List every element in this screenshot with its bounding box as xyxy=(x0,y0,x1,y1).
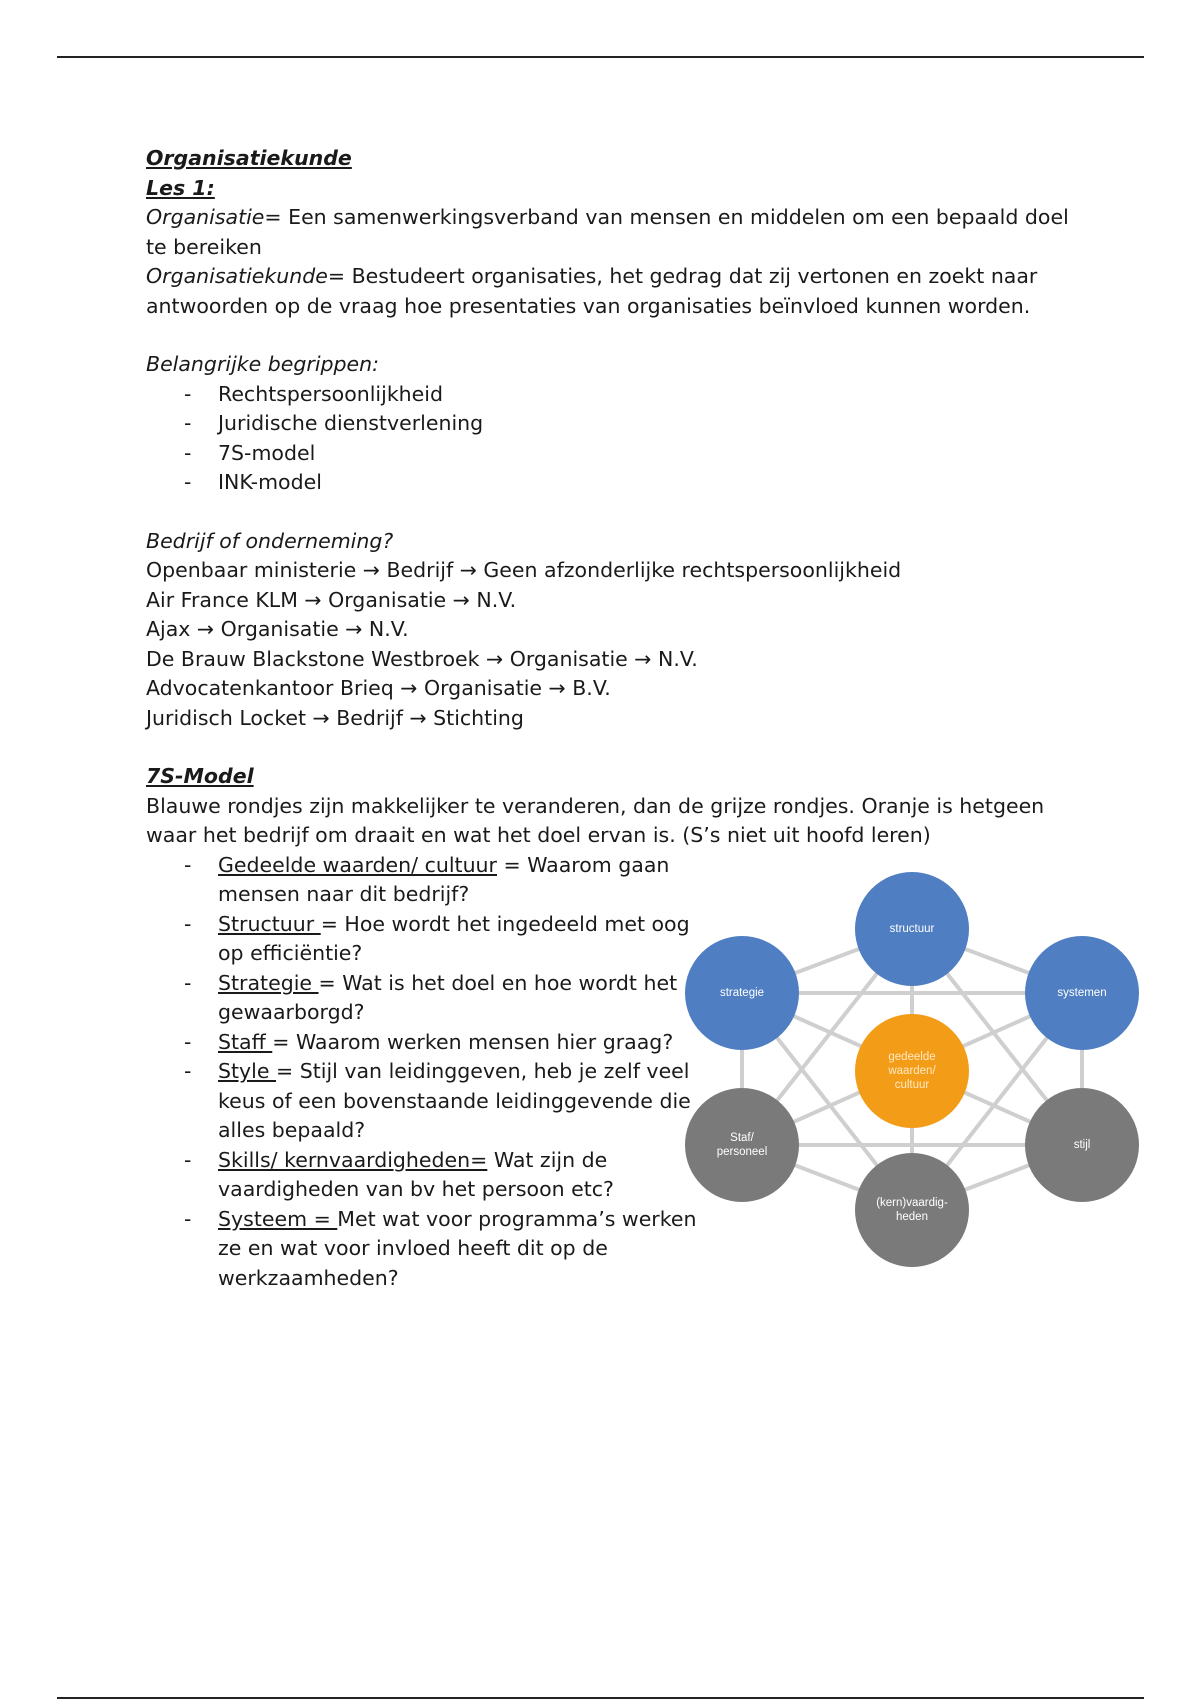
lesson-heading: Les 1: xyxy=(146,175,215,200)
list-item: - Strategie = Wat is het doel en hoe wordt het gewaarborgd? xyxy=(218,969,708,1028)
node-strategie: strategie xyxy=(685,936,799,1050)
company-line: Ajax → Organisatie → N.V. xyxy=(146,617,409,641)
companies-heading: Bedrijf of onderneming? xyxy=(146,528,394,553)
list-item: - Juridische dienstverlening xyxy=(218,409,1076,439)
7s-model-diagram xyxy=(680,870,1140,1270)
list-item: - INK-model xyxy=(218,468,1076,498)
node-structuur: structuur xyxy=(855,872,969,986)
concepts-list xyxy=(146,380,1076,498)
company-line: Advocatenkantoor Brieq → Organisatie → B.V. xyxy=(146,676,611,700)
company-line: Air France KLM → Organisatie → N.V. xyxy=(146,587,517,612)
model-heading: 7S-Model xyxy=(146,764,254,788)
company-line: De Brauw Blackstone Westbroek → Organisatie → N.V. xyxy=(146,646,698,671)
document-title: Organisatiekunde xyxy=(146,146,352,170)
company-line: Juridisch Locket → Bedrijf → Stichting xyxy=(146,705,524,730)
list-item: - Systeem = Met wat voor programma’s werken ze en wat voor invloed heeft dit op de werkzaamheden? xyxy=(218,1205,708,1294)
node-stijl: stijl xyxy=(1025,1088,1139,1202)
concepts-heading: Belangrijke begrippen: xyxy=(146,352,380,376)
list-item: - Structuur = Hoe wordt het ingedeeld met oog op efficiëntie? xyxy=(218,910,708,969)
top-rule xyxy=(57,56,1144,58)
definition-organisatiekunde: Organisatiekunde= Bestudeert organisaties, het gedrag dat zij vertonen en zoekt naar antwoorden op de vraag hoe presentaties van organisaties beïnvloed kunnen worden. xyxy=(146,264,1038,318)
list-item: - Style = Stijl van leidinggeven, heb je zelf veel keus of een bovenstaande leidinggevende die alles bepaald? xyxy=(218,1057,708,1146)
list-item: - Skills/ kernvaardigheden= Wat zijn de vaardigheden van bv het persoon etc? xyxy=(218,1146,708,1205)
node-gedeelde-waarden: gedeelde waarden/ cultuur xyxy=(855,1014,969,1128)
list-item: - 7S-model xyxy=(218,439,1076,469)
list-item: - Staff = Waarom werken mensen hier graag? xyxy=(218,1028,708,1058)
model-list xyxy=(146,851,708,1294)
definition-organisatie: Organisatie= Een samenwerkingsverband van mensen en middelen om een bepaald doel te bereiken xyxy=(146,205,1069,259)
node-systemen: systemen xyxy=(1025,936,1139,1050)
node-staf-personeel: Staf/ personeel xyxy=(685,1088,799,1202)
company-line: Openbaar ministerie → Bedrijf → Geen afzonderlijke rechtspersoonlijkheid xyxy=(146,558,902,582)
list-item: - Rechtspersoonlijkheid xyxy=(218,380,1076,410)
bottom-rule xyxy=(57,1697,1144,1699)
list-item: - Gedeelde waarden/ cultuur = Waarom gaan mensen naar dit bedrijf? xyxy=(218,851,708,910)
model-intro: Blauwe rondjes zijn makkelijker te veranderen, dan de grijze rondjes. Oranje is hetgeen waar het bedrijf om draait en wat het doel ervan is. (S’s niet uit hoofd leren) xyxy=(146,793,1045,847)
node-kernvaardigheden: (kern)vaardig- heden xyxy=(855,1153,969,1267)
